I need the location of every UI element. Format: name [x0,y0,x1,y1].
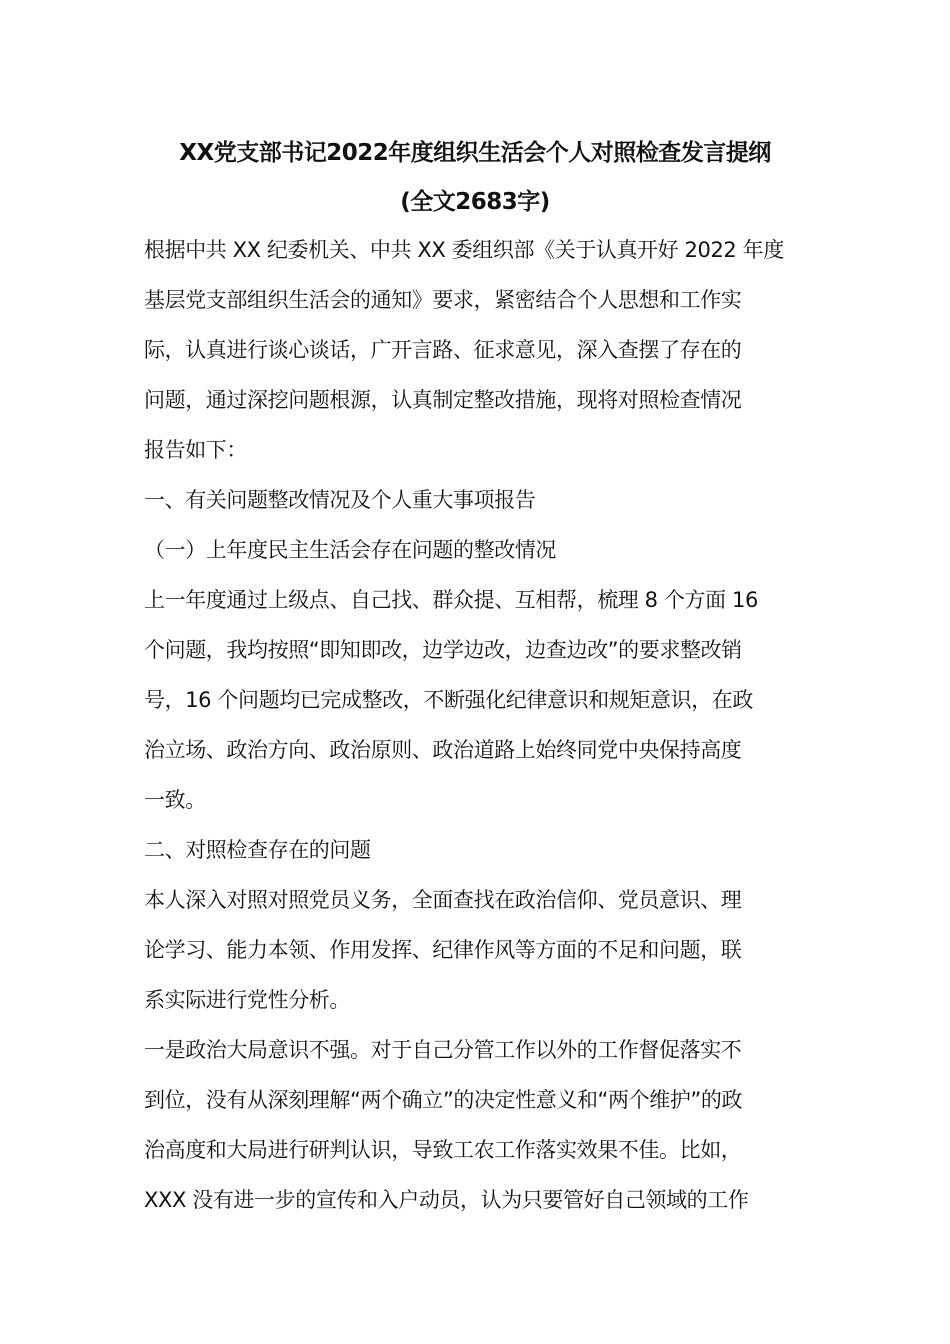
paragraph-rectification-line: 治立场、政治方向、政治原则、政治道路上始终同党中央保持高度 [144,738,742,762]
document-subtitle-word-count: (全文2683字) [400,189,550,215]
paragraph-intro-line: 问题，通过深挖问题根源，认真制定整改措施，现将对照检查情况 [144,388,742,412]
paragraph-intro-line: 基层党支部组织生活会的通知》要求，紧密结合个人思想和工作实 [144,288,742,312]
section-heading-2: 二、对照检查存在的问题 [144,838,371,862]
paragraph-rectification-line: 上一年度通过上级点、自己找、群众提、互相帮，梳理 8 个方面 16 [144,588,758,612]
paragraph-issue-1-line: XXX 没有进一步的宣传和入户动员，认为只要管好自己领域的工作 [144,1188,749,1212]
document-body [144,234,834,1234]
paragraph-issue-1-line: 一是政治大局意识不强。对于自己分管工作以外的工作督促落实不 [144,1038,742,1062]
paragraph-self-check-line: 本人深入对照对照党员义务，全面查找在政治信仰、党员意识、理 [144,888,742,912]
paragraph-rectification-line: 个问题，我均按照“即知即改，边学边改，边查边改”的要求整改销 [144,638,742,662]
subsection-heading-1-1: （一）上年度民主生活会存在问题的整改情况 [144,538,556,562]
paragraph-intro-line: 根据中共 XX 纪委机关、中共 XX 委组织部《关于认真开好 2022 年度 [144,238,784,262]
paragraph-intro-line: 际，认真进行谈心谈话，广开言路、征求意见，深入查摆了存在的 [144,338,742,362]
paragraph-self-check-line: 系实际进行党性分析。 [144,988,350,1012]
paragraph-self-check-line: 论学习、能力本领、作用发挥、纪律作风等方面的不足和问题，联 [144,938,742,962]
document-title: XX党支部书记2022年度组织生活会个人对照检查发言提纲 [179,140,771,166]
paragraph-rectification-line: 一致。 [144,788,206,812]
paragraph-rectification-line: 号，16 个问题均已完成整改，不断强化纪律意识和规矩意识，在政 [144,688,753,712]
section-heading-1: 一、有关问题整改情况及个人重大事项报告 [144,488,536,512]
paragraph-issue-1-line: 到位，没有从深刻理解“两个确立”的决定性意义和“两个维护”的政 [144,1088,743,1112]
paragraph-intro-line: 报告如下： [144,438,247,462]
paragraph-issue-1-line: 治高度和大局进行研判认识，导致工农工作落实效果不佳。比如， [144,1138,742,1162]
